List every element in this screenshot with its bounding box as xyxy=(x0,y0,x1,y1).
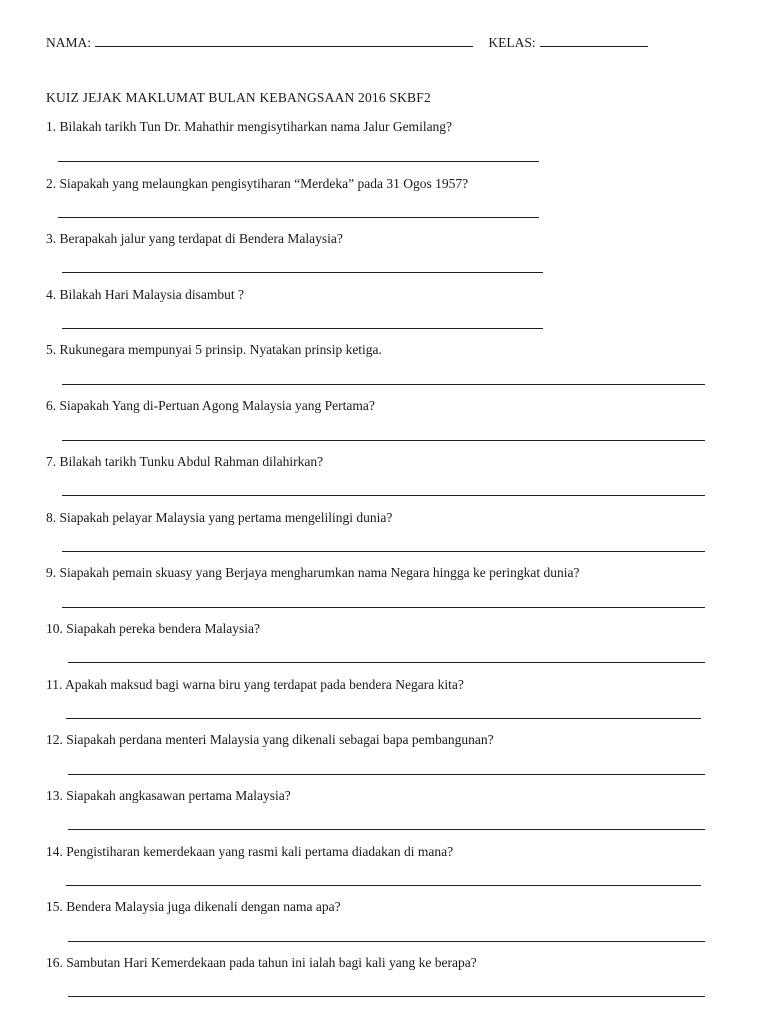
question-10: 10. Siapakah pereka bendera Malaysia? xyxy=(46,621,261,636)
answer-line-7[interactable] xyxy=(62,495,705,496)
answer-line-5[interactable] xyxy=(62,384,705,385)
answer-line-11[interactable] xyxy=(66,718,701,719)
name-field[interactable] xyxy=(95,34,473,47)
question-16: 16. Sambutan Hari Kemerdekaan pada tahun ini ialah bagi kali yang ke berapa? xyxy=(46,955,477,970)
question-8: 8. Siapakah pelayar Malaysia yang pertama mengelilingi dunia? xyxy=(46,510,393,525)
class-field[interactable] xyxy=(540,34,648,47)
question-7: 7. Bilakah tarikh Tunku Abdul Rahman dilahirkan? xyxy=(46,454,324,469)
name-label: NAMA: xyxy=(46,35,92,50)
question-9: 9. Siapakah pemain skuasy yang Berjaya mengharumkan nama Negara hingga ke peringkat dunia? xyxy=(46,565,580,580)
question-12: 12. Siapakah perdana menteri Malaysia yang dikenali sebagai bapa pembangunan? xyxy=(46,732,494,747)
quiz-title: KUIZ JEJAK MAKLUMAT BULAN KEBANGSAAN 2016 SKBF2 xyxy=(46,90,431,105)
answer-line-3[interactable] xyxy=(62,272,543,273)
question-6: 6. Siapakah Yang di-Pertuan Agong Malaysia yang Pertama? xyxy=(46,398,375,413)
question-1: 1. Bilakah tarikh Tun Dr. Mahathir mengisytiharkan nama Jalur Gemilang? xyxy=(46,119,453,134)
answer-line-16[interactable] xyxy=(68,996,705,997)
answer-line-9[interactable] xyxy=(62,607,705,608)
answer-line-13[interactable] xyxy=(68,829,705,830)
question-13: 13. Siapakah angkasawan pertama Malaysia? xyxy=(46,788,291,803)
answer-line-1[interactable] xyxy=(58,161,539,162)
answer-line-4[interactable] xyxy=(62,328,543,329)
answer-line-14[interactable] xyxy=(66,885,701,886)
answer-line-2[interactable] xyxy=(58,217,539,218)
student-info-row xyxy=(46,34,666,54)
question-2: 2. Siapakah yang melaungkan pengisytiharan “Merdeka” pada 31 Ogos 1957? xyxy=(46,176,469,191)
question-5: 5. Rukunegara mempunyai 5 prinsip. Nyatakan prinsip ketiga. xyxy=(46,342,382,357)
question-4: 4. Bilakah Hari Malaysia disambut ? xyxy=(46,287,244,302)
answer-line-10[interactable] xyxy=(68,662,705,663)
answer-line-6[interactable] xyxy=(62,440,705,441)
answer-line-15[interactable] xyxy=(68,941,705,942)
answer-line-12[interactable] xyxy=(68,774,705,775)
question-3: 3. Berapakah jalur yang terdapat di Bendera Malaysia? xyxy=(46,231,343,246)
question-11: 11. Apakah maksud bagi warna biru yang terdapat pada bendera Negara kita? xyxy=(46,677,464,692)
class-label: KELAS: xyxy=(488,35,536,50)
question-14: 14. Pengistiharan kemerdekaan yang rasmi kali pertama diadakan di mana? xyxy=(46,844,454,859)
answer-line-8[interactable] xyxy=(62,551,705,552)
question-15: 15. Bendera Malaysia juga dikenali dengan nama apa? xyxy=(46,899,341,914)
